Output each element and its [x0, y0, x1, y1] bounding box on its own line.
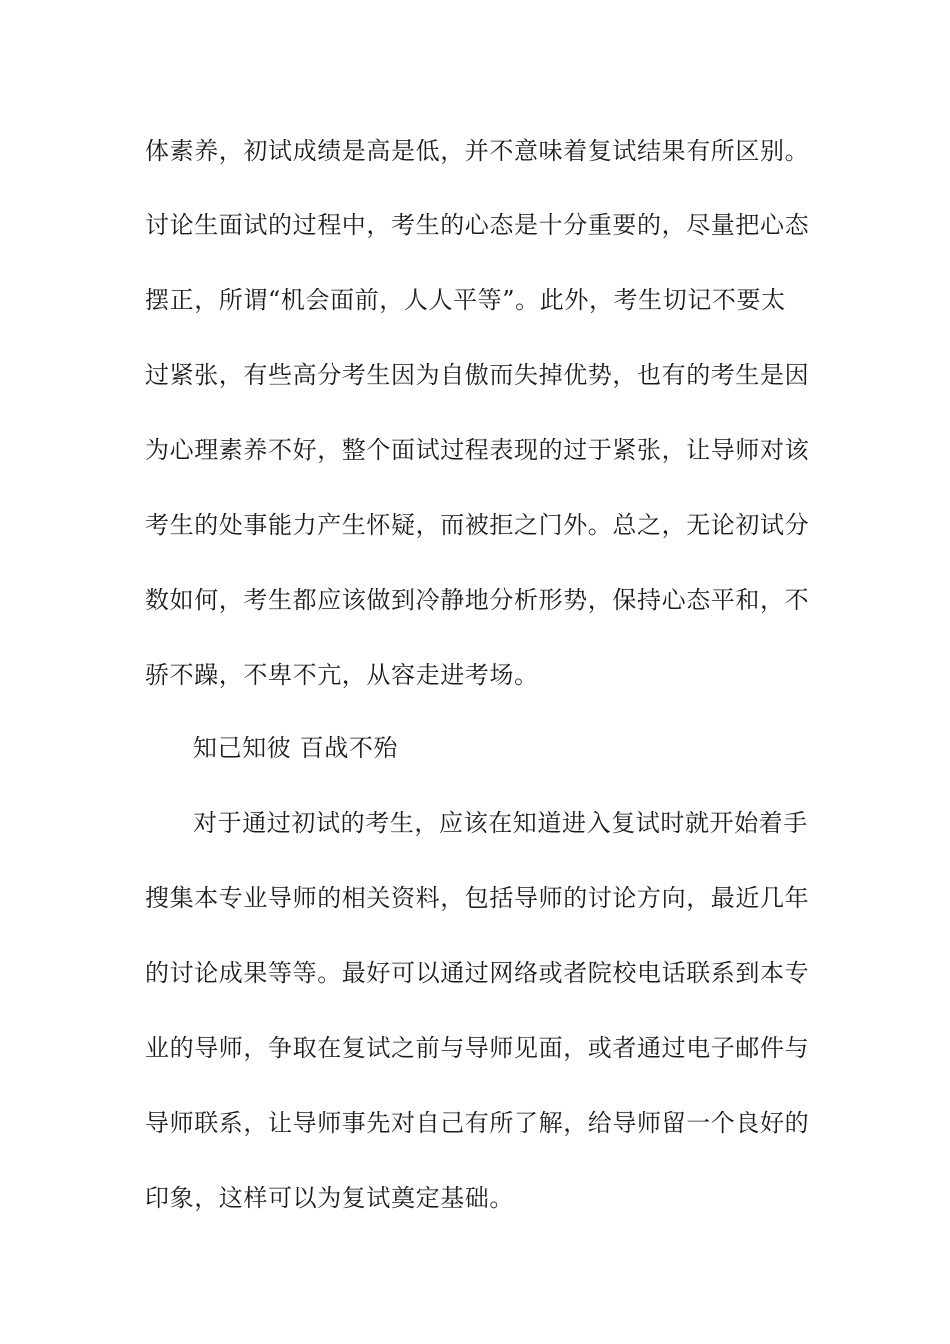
paragraph-line: 骄不躁，不卑不亢，从容走进考场。	[145, 661, 539, 689]
paragraph-line: 为心理素养不好，整个面试过程表现的过于紧张，让导师对该	[145, 436, 810, 464]
paragraph-line: 的讨论成果等等。最好可以通过网络或者院校电话联系到本专	[145, 959, 810, 987]
paragraph-line: 讨论生面试的过程中，考生的心态是十分重要的，尽量把心态	[145, 211, 810, 239]
paragraph-line: 体素养，初试成绩是高是低，并不意味着复试结果有所区别。	[145, 137, 810, 165]
paragraph-line: 印象，这样可以为复试奠定基础。	[145, 1184, 514, 1212]
paragraph-line: 导师联系，让导师事先对自己有所了解，给导师留一个良好的	[145, 1109, 810, 1137]
paragraph-line: 对于通过初试的考生，应该在知道进入复试时就开始着手	[193, 809, 808, 837]
paragraph-line: 摆正，所谓“机会面前，人人平等”。此外，考生切记不要太	[145, 286, 786, 314]
paragraph-line: 业的导师，争取在复试之前与导师见面，或者通过电子邮件与	[145, 1034, 810, 1062]
paragraph-line: 考生的处事能力产生怀疑，而被拒之门外。总之，无论初试分	[145, 511, 810, 539]
section-heading: 知己知彼 百战不殆	[193, 734, 399, 762]
paragraph-line: 搜集本专业导师的相关资料，包括导师的讨论方向，最近几年	[145, 884, 810, 912]
paragraph-line: 数如何，考生都应该做到冷静地分析形势，保持心态平和，不	[145, 586, 810, 614]
paragraph-line: 过紧张，有些高分考生因为自傲而失掉优势，也有的考生是因	[145, 361, 810, 389]
